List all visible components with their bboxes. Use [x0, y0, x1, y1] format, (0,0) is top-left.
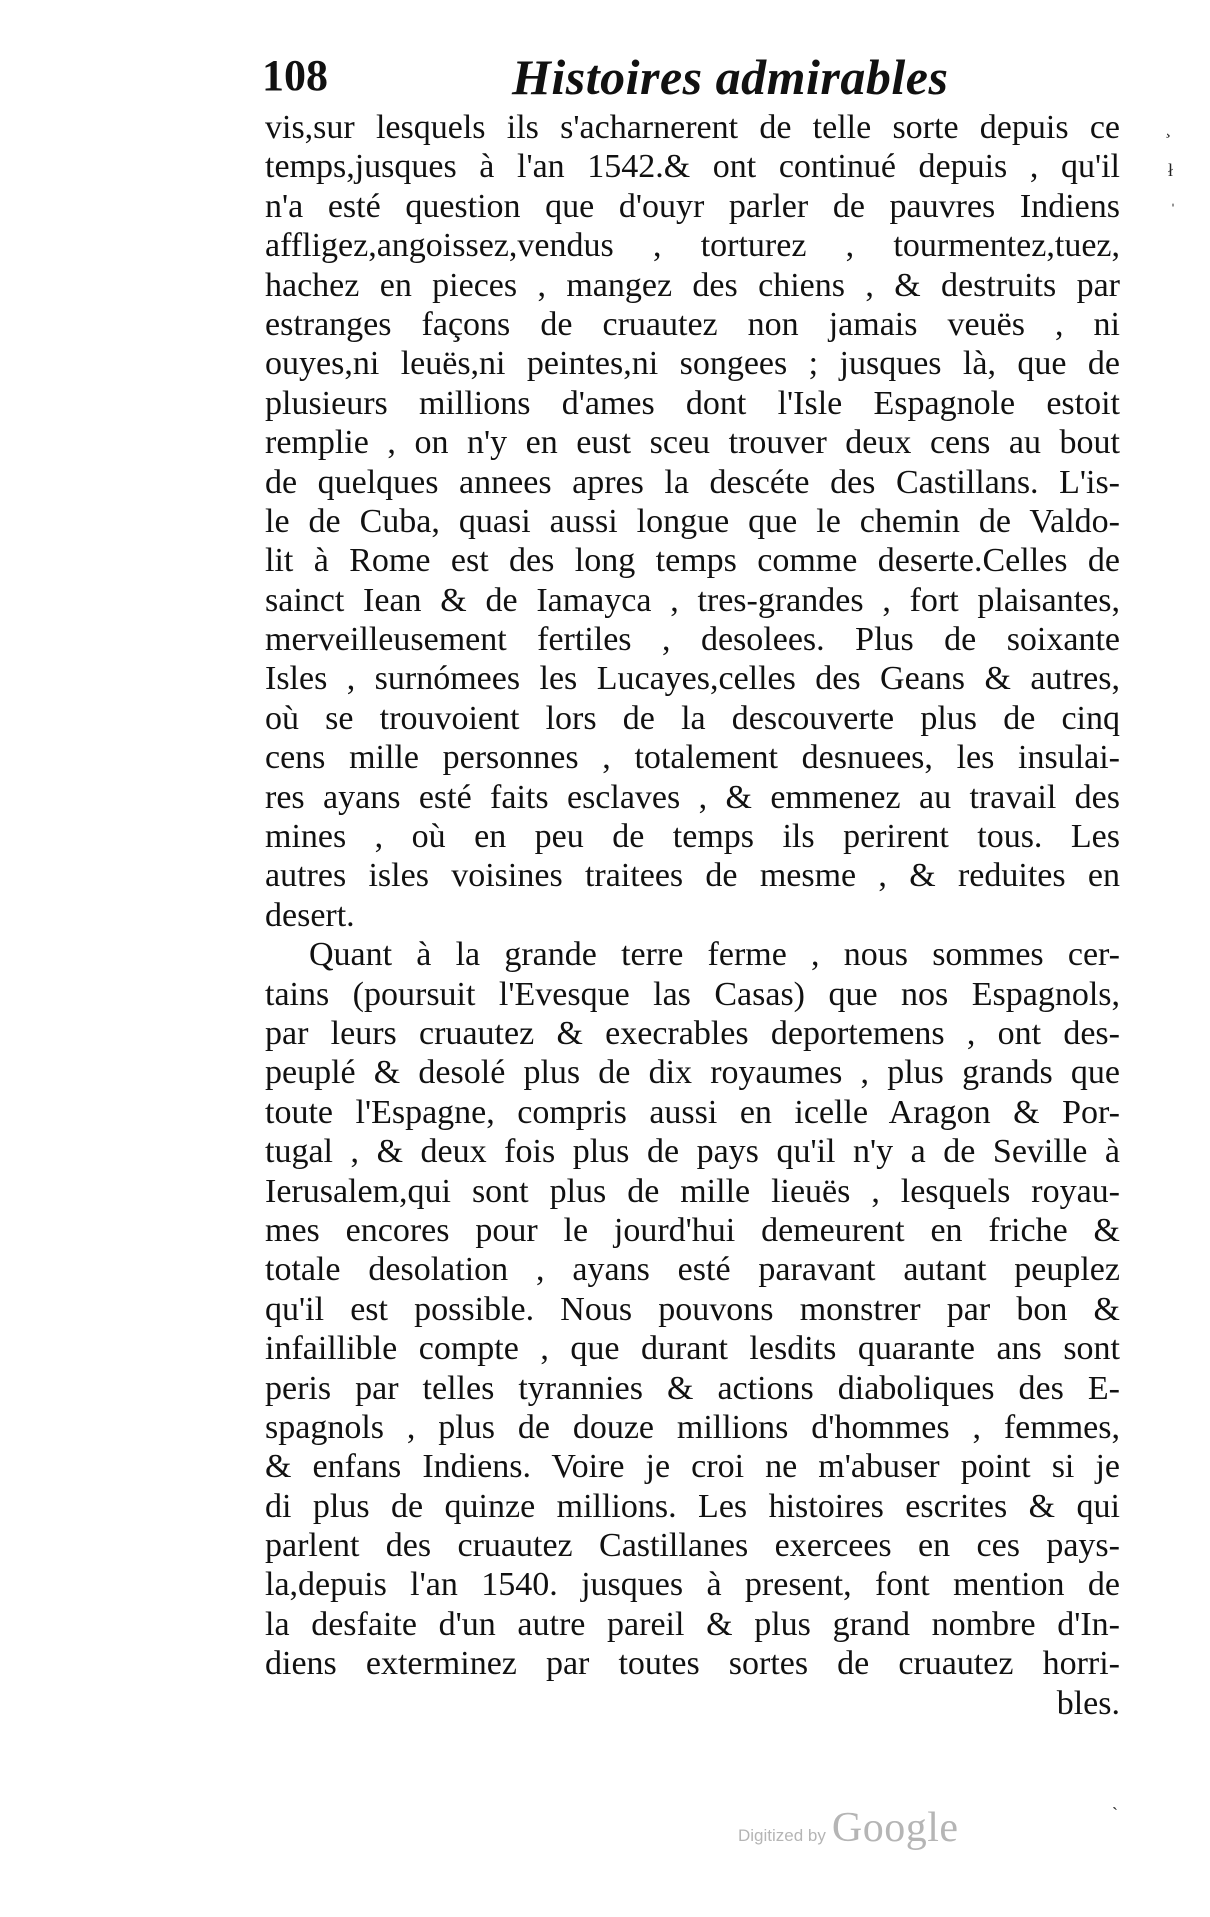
- text-line: spagnols , plus de douze millions d'hommes , femmes,: [265, 1408, 1120, 1446]
- text-line: lit à Rome est des long temps comme deserte.Celles de: [265, 542, 1120, 580]
- text-line: qu'il est possible. Nous pouvons monstrer par bon &: [265, 1290, 1120, 1328]
- text-line: infaillible compte , que durant lesdits quarante ans sont: [265, 1330, 1120, 1368]
- text-line: sainct Iean & de Iamayca , tres-grandes , fort plaisantes,: [265, 581, 1120, 619]
- text-line: hachez en pieces , mangez des chiens , & destruits par: [265, 266, 1120, 304]
- text-line: temps,jusques à l'an 1542.& ont continué depuis , qu'il: [265, 148, 1120, 186]
- text-line: toute l'Espagne, compris aussi en icelle Aragon & Por-: [265, 1093, 1120, 1131]
- text-line: estranges façons de cruautez non jamais veuës , ni: [265, 305, 1120, 343]
- ink-speck: ł: [1168, 160, 1174, 180]
- ink-speck: ¸: [1165, 118, 1171, 138]
- text-line: Isles , surnómees les Lucayes,celles des Geans & autres,: [265, 660, 1120, 698]
- text-line: merveilleusement fertiles , desolees. Plus de soixante: [265, 621, 1120, 659]
- text-line: Ierusalem,qui sont plus de mille lieuës , lesquels royau-: [265, 1172, 1120, 1210]
- text-line: tains (poursuit l'Evesque las Casas) que nos Espagnols,: [265, 975, 1120, 1013]
- digitized-watermark: [738, 1804, 959, 1860]
- text-line: cens mille personnes , totalement desnuees, les insulai-: [265, 739, 1120, 777]
- google-logo: Google: [831, 1805, 959, 1851]
- text-line: mes encores pour le jourd'hui demeurent en friche &: [265, 1211, 1120, 1249]
- text-line: n'a esté question que d'ouyr parler de pauvres Indiens: [265, 187, 1120, 225]
- text-line: parlent des cruautez Castillanes exercees en ces pays-: [265, 1527, 1120, 1565]
- body-text: [265, 108, 1120, 1723]
- running-title: Histoires admirables: [512, 49, 949, 105]
- text-line: remplie , on n'y en eust sceu trouver deux cens au bout: [265, 424, 1120, 462]
- text-line: desert.: [265, 896, 355, 934]
- text-line: di plus de quinze millions. Les histoires escrites & qui: [265, 1487, 1120, 1525]
- text-line: totale desolation , ayans esté paravant autant peuplez: [265, 1251, 1120, 1289]
- text-line: où se trouvoient lors de la descouverte plus de cinq: [265, 699, 1120, 737]
- text-line: diens exterminez par toutes sortes de cruautez horri-: [265, 1645, 1120, 1683]
- text-line: le de Cuba, quasi aussi longue que le chemin de Valdo-: [265, 502, 1120, 540]
- digitized-by-label: Digitized by: [738, 1826, 826, 1845]
- text-line: res ayans esté faits esclaves , & emmenez au travail des: [265, 778, 1120, 816]
- text-line: de quelques annees apres la descéte des Castillans. L'is-: [265, 463, 1120, 501]
- ink-speck: ˈ: [1170, 200, 1176, 220]
- text-line: peris par telles tyrannies & actions diaboliques des E-: [265, 1369, 1120, 1407]
- page-number: 108: [262, 51, 328, 100]
- ink-speck: ˎ: [1112, 1790, 1118, 1810]
- text-line: mines , où en peu de temps ils perirent tous. Les: [265, 818, 1120, 856]
- text-line: par leurs cruautez & execrables deportemens , ont des-: [265, 1014, 1120, 1052]
- catchword-line: bles.: [1056, 1684, 1120, 1722]
- text-line: & enfans Indiens. Voire je croi ne m'abuser point si je: [265, 1448, 1120, 1486]
- text-line: plusieurs millions d'ames dont l'Isle Espagnole estoit: [265, 384, 1120, 422]
- text-line: vis,sur lesquels ils s'acharnerent de telle sorte depuis ce: [265, 109, 1120, 146]
- text-line: la,depuis l'an 1540. jusques à present, font mention de: [265, 1566, 1120, 1604]
- text-line: tugal , & deux fois plus de pays qu'il n'y a de Seville à: [265, 1133, 1120, 1171]
- text-line: peuplé & desolé plus de dix royaumes , plus grands que: [265, 1054, 1120, 1092]
- text-line: la desfaite d'un autre pareil & plus grand nombre d'In-: [265, 1605, 1120, 1643]
- text-line: ouyes,ni leuës,ni peintes,ni songees ; jusques là, que de: [265, 345, 1120, 383]
- paragraph-first-line: Quant à la grande terre ferme , nous sommes cer-: [309, 936, 1120, 974]
- text-line: affligez,angoissez,vendus , torturez , tourmentez,tuez,: [265, 227, 1120, 265]
- text-line: autres isles voisines traitees de mesme , & reduites en: [265, 857, 1120, 895]
- page-header: [262, 50, 1022, 110]
